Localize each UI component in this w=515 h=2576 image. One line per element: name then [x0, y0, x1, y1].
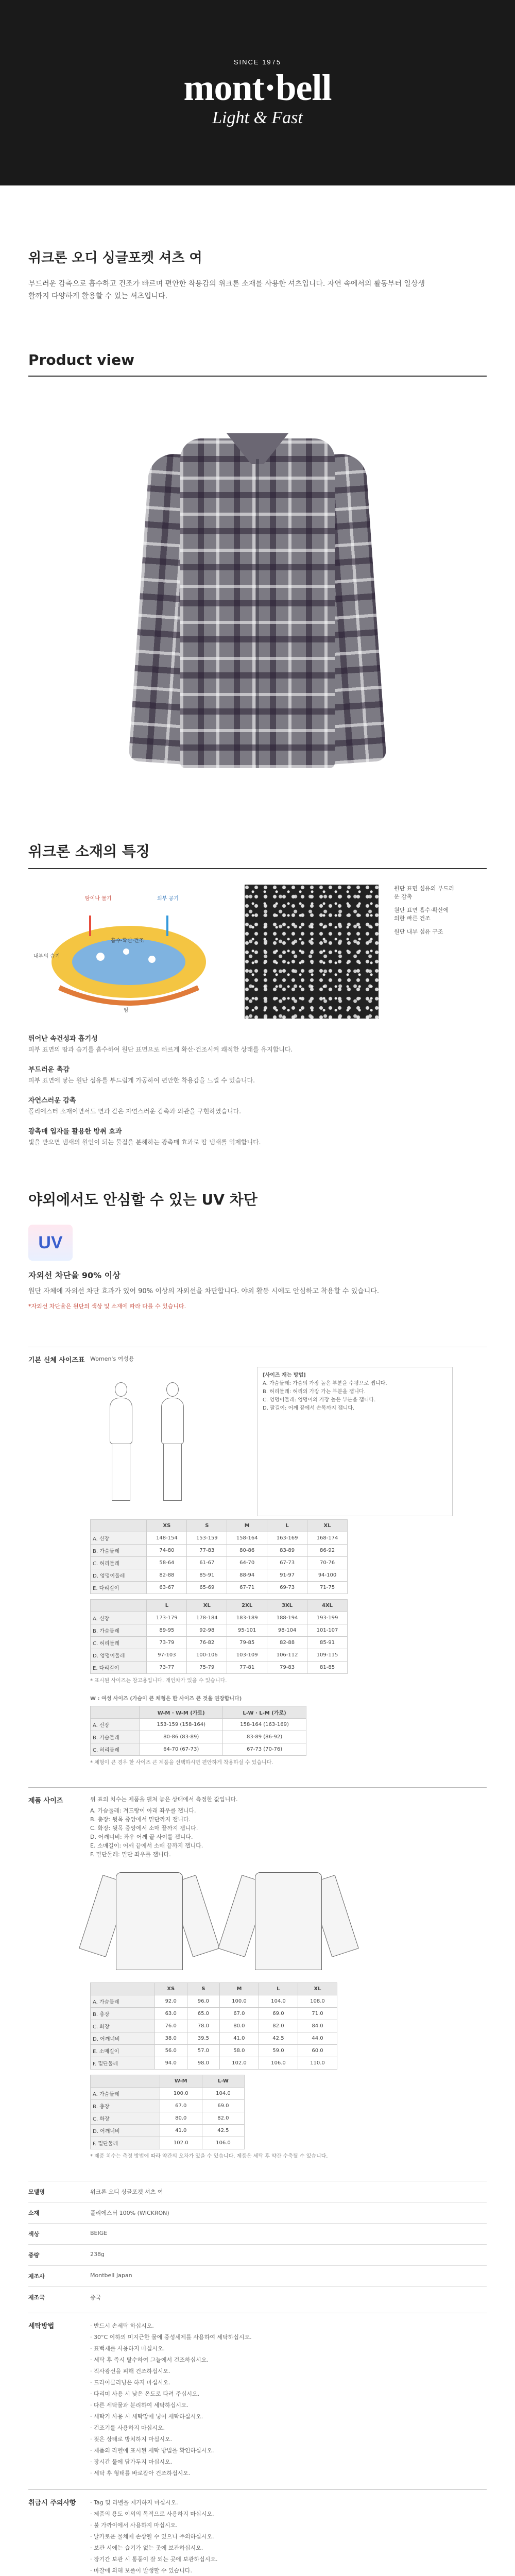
table-row — [91, 2100, 245, 2112]
note-item: · 세탁기 사용 시 세탁망에 넣어 세탁하십시오. — [90, 2411, 487, 2422]
note-item: · 표백제를 사용하지 마십시오. — [90, 2343, 487, 2354]
table-header-cell: XL — [298, 1983, 337, 1995]
since-text: SINCE 1975 — [233, 58, 282, 66]
feature-item — [28, 1064, 487, 1086]
feature-title: 부드러운 촉감 — [28, 1066, 70, 1074]
table-row — [91, 1545, 348, 1557]
brand-logo: mont·bell — [183, 66, 332, 108]
note-item: · 마찰에 의해 보풀이 발생할 수 있습니다. — [90, 2565, 487, 2576]
table-cell: 79-83 — [267, 1662, 307, 1674]
wash-list — [90, 2320, 487, 2479]
table-cell: 69-73 — [267, 1582, 307, 1594]
diagram-label-3: 내부의 습기 — [33, 954, 60, 959]
product-description: 부드러운 감촉으로 흡수하고 건조가 빠르며 편안한 착용감의 위크론 소재를 사용한 셔츠입니다. 자연 속에서의 활동부터 일상생활까지 다양하게 활용할 수 있는 셔츠입니다. — [28, 280, 425, 300]
table-cell: 77-81 — [227, 1662, 267, 1674]
table-cell: 57.0 — [187, 2045, 219, 2057]
feature-item — [28, 1033, 487, 1055]
detail-key: 제조사 — [28, 2273, 45, 2280]
note-item: · 젖은 상태로 방치하지 마십시오. — [90, 2434, 487, 2445]
body-size-table-3 — [90, 1706, 306, 1756]
table-cell: 73-79 — [147, 1637, 187, 1649]
table-cell: 44.0 — [298, 2032, 337, 2045]
guide-item: A. 가슴둘레: 가슴의 가장 높은 부분을 수평으로 잽니다. — [263, 1381, 387, 1386]
uv-note: *자외선 차단율은 원단의 색상 및 소재에 따라 다를 수 있습니다. — [28, 1303, 186, 1310]
table-cell: 110.0 — [298, 2057, 337, 2070]
table-header-cell — [91, 1983, 155, 1995]
table-cell: 65-69 — [187, 1582, 227, 1594]
table-cell: 98.0 — [187, 2057, 219, 2070]
table-cell: 69.0 — [259, 2008, 298, 2020]
table-cell: 56.0 — [154, 2045, 187, 2057]
table-cell: E. 다리길이 — [91, 1582, 147, 1594]
feature-item — [28, 1095, 487, 1116]
uv-heading: 야외에서도 안심할 수 있는 UV 차단 — [28, 1191, 258, 1208]
table-cell: 80-86 — [227, 1545, 267, 1557]
table-cell: 83-89 — [267, 1545, 307, 1557]
table-cell: 193-199 — [307, 1612, 348, 1624]
product-view-heading: Product view — [28, 351, 487, 377]
table-row — [91, 1612, 348, 1624]
table-cell: 183-189 — [227, 1612, 267, 1624]
table-cell: 65.0 — [187, 2008, 219, 2020]
uv-icon: UV — [28, 1225, 73, 1261]
note-item: · 직사광선을 피해 건조하십시오. — [90, 2366, 487, 2377]
table-cell: 67-73 — [267, 1557, 307, 1569]
table-header-cell: L-W — [202, 2075, 244, 2088]
guide-title: [사이즈 재는 방법] — [263, 1372, 306, 1378]
table-cell: C. 허리둘레 — [91, 1743, 140, 1756]
product-details — [28, 2181, 487, 2308]
table-cell: 67.0 — [219, 2008, 259, 2020]
table-cell: 67-71 — [227, 1582, 267, 1594]
table-header-cell: L-W · L-M (가로) — [223, 1706, 306, 1719]
product-size-table-1 — [90, 1982, 337, 2070]
table-cell: 100.0 — [160, 2088, 202, 2100]
table-cell: 85-91 — [187, 1569, 227, 1582]
table-cell: 106.0 — [202, 2137, 244, 2149]
table-cell: 78.0 — [187, 2020, 219, 2032]
table-header-cell — [91, 1706, 140, 1719]
table-cell: 96.0 — [187, 1995, 219, 2008]
table-cell: 100-106 — [187, 1649, 227, 1662]
table-cell: 80-86 (83-89) — [140, 1731, 223, 1743]
legend-item: 원단 표면 흡수·확산에 의한 빠른 건조 — [394, 907, 449, 922]
brand-tagline: Light & Fast — [212, 108, 303, 127]
table-cell: 60.0 — [298, 2045, 337, 2057]
legend-item: 원단 표면 섬유의 부드러운 감촉 — [394, 885, 454, 900]
material-legend — [394, 885, 456, 941]
table-cell: 41.0 — [160, 2125, 202, 2137]
table-row — [91, 1649, 348, 1662]
size-subtitle: Women's 여성용 — [90, 1355, 134, 1362]
note-item: · 보관 시에는 습기가 없는 곳에 보관하십시오. — [90, 2543, 487, 2554]
product-size-table-2 — [90, 2075, 245, 2149]
diagram-label-4: 흡수·확산·건조 — [111, 938, 144, 944]
product-size-note: * 제품 치수는 측정 방법에 따라 약간의 오차가 있을 수 있습니다. 제품은 세탁 후 약간 수축될 수 있습니다. — [90, 2154, 328, 2159]
brand-header — [0, 0, 515, 185]
size-table3-title: W : 여성 사이즈 (가슴이 큰 체형은 한 사이즈 큰 것을 권장합니다) — [90, 1696, 242, 1702]
table-cell: 63.0 — [154, 2008, 187, 2020]
diagram-label-1: 땀이나 물기 — [85, 896, 112, 902]
detail-row — [28, 2223, 487, 2244]
table-cell: 158-164 (163-169) — [223, 1719, 306, 1731]
table-row — [91, 2088, 245, 2100]
table-header-cell: W-M · W-M (가로) — [140, 1706, 223, 1719]
table-row — [91, 1662, 348, 1674]
table-cell: 92-98 — [187, 1624, 227, 1637]
table-row — [91, 2032, 337, 2045]
table-row — [91, 2112, 245, 2125]
detail-key: 모델명 — [28, 2189, 45, 2195]
detail-row — [28, 2265, 487, 2286]
table-cell: A. 신장 — [91, 1612, 147, 1624]
table-row — [91, 2057, 337, 2070]
measure-guide — [257, 1367, 453, 1516]
table-cell: 85-91 — [307, 1637, 348, 1649]
feature-text: 피부 표면에 닿는 원단 섬유를 부드럽게 가공하여 편안한 착용감을 느낄 수 있습니다. — [28, 1077, 255, 1084]
table-header-cell: L — [267, 1520, 307, 1532]
guide-item: C. 엉덩이둘레: 엉덩이의 가장 높은 부분을 잽니다. — [263, 1397, 376, 1403]
uv-title: 자외선 차단율 90% 이상 — [28, 1270, 121, 1280]
table-cell: B. 총장 — [91, 2008, 155, 2020]
table-cell: 59.0 — [259, 2045, 298, 2057]
table-cell: F. 밑단둘레 — [91, 2057, 155, 2070]
table-cell: 42.5 — [202, 2125, 244, 2137]
table-row — [91, 2137, 245, 2149]
guide-item: D. 팔길이: 어깨 끝에서 손목까지 잽니다. — [263, 1405, 355, 1411]
table-cell: 64-70 — [227, 1557, 267, 1569]
note-item: · 불 가까이에서 사용하지 마십시오. — [90, 2520, 487, 2531]
table-header-cell — [91, 1600, 147, 1612]
table-cell: A. 가슴둘레 — [91, 1995, 155, 2008]
table-cell: 64-70 (67-73) — [140, 1743, 223, 1756]
table-cell: 163-169 — [267, 1532, 307, 1545]
detail-key: 소재 — [28, 2210, 40, 2216]
table-cell: 173-179 — [147, 1612, 187, 1624]
table-cell: 42.5 — [259, 2032, 298, 2045]
table-cell: 82.0 — [259, 2020, 298, 2032]
note-item: · 세탁 후 즉시 탈수하여 그늘에서 건조하십시오. — [90, 2354, 487, 2366]
table-cell: D. 엉덩이둘레 — [91, 1649, 147, 1662]
table-cell: 178-184 — [187, 1612, 227, 1624]
body-size-label: 기본 신체 사이즈표 — [28, 1357, 85, 1364]
table-header-cell: M — [219, 1983, 259, 1995]
table-header-cell — [91, 1520, 147, 1532]
fabric-diagram — [28, 885, 229, 1024]
table-cell: 106.0 — [259, 2057, 298, 2070]
size-note-2: * 체형이 큰 경우 한 사이즈 큰 제품을 선택하시면 편안하게 착용하실 수 있습니다. — [90, 1760, 273, 1766]
table-cell: 102.0 — [219, 2057, 259, 2070]
table-cell: 168-174 — [307, 1532, 348, 1545]
product-size-item: A. 가슴둘레: 겨드랑이 아래 좌우를 잽니다. — [90, 1807, 196, 1814]
table-cell: 77-83 — [187, 1545, 227, 1557]
table-cell: 86-92 — [307, 1545, 348, 1557]
detail-key: 색상 — [28, 2231, 40, 2238]
table-cell: 158-164 — [227, 1532, 267, 1545]
product-photo — [28, 377, 487, 820]
table-cell: 80.0 — [219, 2020, 259, 2032]
table-cell: 61-67 — [187, 1557, 227, 1569]
table-header-cell: XS — [154, 1983, 187, 1995]
detail-value: 중국 — [90, 2294, 101, 2301]
table-cell: 94.0 — [154, 2057, 187, 2070]
table-row — [91, 1624, 348, 1637]
body-size-table-2 — [90, 1599, 348, 1674]
table-cell: F. 밑단둘레 — [91, 2137, 160, 2149]
product-size-item: B. 총장: 뒷목 중앙에서 밑단까지 잽니다. — [90, 1816, 191, 1823]
note-item: · 건조기를 사용하지 마십시오. — [90, 2422, 487, 2434]
body-size-table-1 — [90, 1519, 348, 1594]
table-cell: 95-101 — [227, 1624, 267, 1637]
table-cell: 84.0 — [298, 2020, 337, 2032]
note-item: · 장시간 물에 담가두지 마십시오. — [90, 2456, 487, 2468]
table-cell: 104.0 — [259, 1995, 298, 2008]
table-cell: 153-159 — [187, 1532, 227, 1545]
table-cell: 39.5 — [187, 2032, 219, 2045]
body-size-section — [28, 1347, 487, 1767]
shirt-back-illustration — [229, 1867, 348, 1975]
table-cell: E. 소매길이 — [91, 2045, 155, 2057]
care-section — [28, 2489, 487, 2576]
table-cell: 100.0 — [219, 1995, 259, 2008]
table-row — [91, 1557, 348, 1569]
detail-value: 238g — [90, 2251, 105, 2258]
product-size-text: 위 표의 치수는 제품을 펼쳐 놓은 상태에서 측정한 값입니다. — [90, 1796, 238, 1803]
wash-section — [28, 2313, 487, 2479]
table-cell: 74-80 — [147, 1545, 187, 1557]
table-cell: 98-104 — [267, 1624, 307, 1637]
note-item: · 장기간 보관 시 통풍이 잘 되는 곳에 보관하십시오. — [90, 2554, 487, 2565]
table-cell: 94-100 — [307, 1569, 348, 1582]
table-row — [91, 2020, 337, 2032]
table-cell: 76-82 — [187, 1637, 227, 1649]
table-header-cell: XS — [147, 1520, 187, 1532]
wash-label: 세탁방법 — [28, 2323, 55, 2330]
note-item: · 드라이클리닝은 하지 마십시오. — [90, 2377, 487, 2388]
table-cell: A. 신장 — [91, 1532, 147, 1545]
table-cell: B. 가슴둘레 — [91, 1545, 147, 1557]
table-cell: 70-76 — [307, 1557, 348, 1569]
size-note-1: * 표시된 사이즈는 참고용입니다. 개인차가 있을 수 있습니다. — [90, 1678, 227, 1684]
detail-row — [28, 2244, 487, 2265]
detail-row — [28, 2202, 487, 2223]
flat-shirt-illustrations — [90, 1867, 487, 1975]
product-size-label: 제품 사이즈 — [28, 1797, 63, 1805]
detail-row — [28, 2286, 487, 2308]
table-cell: 67.0 — [160, 2100, 202, 2112]
table-row — [91, 2008, 337, 2020]
product-title: 위크론 오디 싱글포켓 셔츠 여 — [28, 250, 202, 266]
table-header-cell: L — [259, 1983, 298, 1995]
table-cell: 82.0 — [202, 2112, 244, 2125]
table-header-cell: XL — [307, 1520, 348, 1532]
note-item: · 다리미 사용 시 낮은 온도로 다려 주십시오. — [90, 2388, 487, 2400]
product-size-item: F. 밑단둘레: 밑단 좌우를 잽니다. — [90, 1851, 171, 1858]
shirt-front-illustration — [90, 1867, 209, 1975]
table-header-cell: M — [227, 1520, 267, 1532]
feature-item — [28, 1126, 487, 1147]
table-cell: 58.0 — [219, 2045, 259, 2057]
table-cell: 82-88 — [147, 1569, 187, 1582]
table-cell: C. 허리둘레 — [91, 1637, 147, 1649]
detail-key: 중량 — [28, 2252, 40, 2259]
table-cell: C. 화장 — [91, 2020, 155, 2032]
body-figure-illustration — [90, 1367, 245, 1516]
table-cell: 71.0 — [298, 2008, 337, 2020]
table-cell: B. 총장 — [91, 2100, 160, 2112]
table-cell: 188-194 — [267, 1612, 307, 1624]
note-item: · 제품의 라벨에 표시된 세탁 방법을 확인하십시오. — [90, 2445, 487, 2456]
table-cell: 108.0 — [298, 1995, 337, 2008]
table-cell: 92.0 — [154, 1995, 187, 2008]
table-header-cell: S — [187, 1520, 227, 1532]
note-item: · 반드시 손세탁 하십시오. — [90, 2320, 487, 2332]
table-cell: 63-67 — [147, 1582, 187, 1594]
table-cell: 41.0 — [219, 2032, 259, 2045]
table-cell: 79-85 — [227, 1637, 267, 1649]
table-cell: 148-154 — [147, 1532, 187, 1545]
feature-title: 광촉매 입자를 활용한 방취 효과 — [28, 1128, 122, 1136]
table-cell: 104.0 — [202, 2088, 244, 2100]
legend-item: 원단 내부 섬유 구조 — [394, 928, 443, 935]
table-cell: 83-89 (86-92) — [223, 1731, 306, 1743]
diagram-label-5: 땀 — [124, 1008, 129, 1013]
detail-value: Montbell Japan — [90, 2272, 132, 2279]
product-size-item: E. 소매길이: 어깨 끝에서 소매 끝까지 잽니다. — [90, 1842, 203, 1849]
product-size-item: D. 어깨너비: 좌우 어깨 끝 사이를 잽니다. — [90, 1834, 193, 1840]
table-cell: 38.0 — [154, 2032, 187, 2045]
table-cell: 89-95 — [147, 1624, 187, 1637]
table-cell: B. 가슴둘레 — [91, 1624, 147, 1637]
material-features — [28, 1033, 487, 1147]
table-row — [91, 1532, 348, 1545]
table-row — [91, 2045, 337, 2057]
table-cell: 106-112 — [267, 1649, 307, 1662]
table-cell: C. 허리둘레 — [91, 1557, 147, 1569]
material-heading: 위크론 소재의 특징 — [28, 840, 487, 869]
table-cell: A. 가슴둘레 — [91, 2088, 160, 2100]
table-cell: 88-94 — [227, 1569, 267, 1582]
note-item: · 30°C 이하의 미지근한 물에 중성세제를 사용하여 세탁하십시오. — [90, 2332, 487, 2343]
table-cell: 109-115 — [307, 1649, 348, 1662]
uv-text: 원단 자체에 자외선 차단 효과가 있어 90% 이상의 자외선을 차단합니다. 야외 활동 시에도 안심하고 착용할 수 있습니다. — [28, 1287, 379, 1295]
table-header-cell: S — [187, 1983, 219, 1995]
table-header-cell: 2XL — [227, 1600, 267, 1612]
care-label: 취급시 주의사항 — [28, 2499, 76, 2507]
table-cell: A. 신장 — [91, 1719, 140, 1731]
fabric-closeup-image — [245, 885, 379, 1019]
table-row — [91, 1743, 306, 1756]
table-cell: 103-109 — [227, 1649, 267, 1662]
table-cell: 80.0 — [160, 2112, 202, 2125]
table-cell: 76.0 — [154, 2020, 187, 2032]
table-cell: 71-75 — [307, 1582, 348, 1594]
table-cell: D. 엉덩이둘레 — [91, 1569, 147, 1582]
feature-title: 자연스러운 감촉 — [28, 1097, 76, 1105]
note-item: · Tag 및 라벨을 제거하지 마십시오. — [90, 2497, 487, 2509]
table-header-cell: 3XL — [267, 1600, 307, 1612]
feature-text: 빛을 받으면 냄새의 원인이 되는 물질을 분해하는 광촉매 효과로 땀 냄새를 억제합니다. — [28, 1139, 261, 1146]
detail-key: 제조국 — [28, 2294, 45, 2301]
material-diagram-row — [28, 885, 487, 1024]
table-row — [91, 1569, 348, 1582]
feature-text: 피부 표면의 땀과 습기를 흡수하여 원단 표면으로 빠르게 확산·건조시켜 쾌적한 상태를 유지합니다. — [28, 1046, 293, 1053]
table-header-cell: XL — [187, 1600, 227, 1612]
table-cell: 75-79 — [187, 1662, 227, 1674]
table-row — [91, 1582, 348, 1594]
diagram-label-2: 외부 공기 — [157, 896, 179, 902]
table-cell: 102.0 — [160, 2137, 202, 2149]
table-row — [91, 2125, 245, 2137]
table-row — [91, 1731, 306, 1743]
note-item: · 다른 세탁물과 분리하여 세탁하십시오. — [90, 2400, 487, 2411]
note-item: · 날카로운 물체에 손상될 수 있으니 주의하십시오. — [90, 2531, 487, 2543]
table-cell: C. 화장 — [91, 2112, 160, 2125]
table-cell: 67-73 (70-76) — [223, 1743, 306, 1756]
detail-value: 위크론 오디 싱글포켓 셔츠 여 — [90, 2189, 163, 2195]
feature-text: 폴리에스터 소재이면서도 면과 같은 자연스러운 감촉과 외관을 구현하였습니다. — [28, 1108, 242, 1115]
table-cell: E. 다리길이 — [91, 1662, 147, 1674]
table-row — [91, 1719, 306, 1731]
table-cell: 58-64 — [147, 1557, 187, 1569]
table-header-cell: 4XL — [307, 1600, 348, 1612]
guide-item: B. 허리둘레: 허리의 가장 가는 부분을 잽니다. — [263, 1389, 366, 1395]
product-size-section — [28, 1787, 487, 2160]
table-cell: 81-85 — [307, 1662, 348, 1674]
product-size-item: C. 화장: 뒷목 중앙에서 소매 끝까지 잽니다. — [90, 1825, 198, 1832]
detail-value: 폴리에스터 100% (WICKRON) — [90, 2210, 169, 2216]
note-item: · 세탁 후 형태를 바로잡아 건조하십시오. — [90, 2468, 487, 2479]
table-header-cell: L — [147, 1600, 187, 1612]
table-cell: D. 어깨너비 — [91, 2032, 155, 2045]
table-header-cell: W-M — [160, 2075, 202, 2088]
table-cell: 97-103 — [147, 1649, 187, 1662]
note-item: · 제품의 용도 이외의 목적으로 사용하지 마십시오. — [90, 2509, 487, 2520]
table-cell: 153-159 (158-164) — [140, 1719, 223, 1731]
table-cell: 101-107 — [307, 1624, 348, 1637]
detail-row — [28, 2181, 487, 2202]
table-cell: B. 가슴둘레 — [91, 1731, 140, 1743]
feature-title: 뛰어난 속건성과 흡기성 — [28, 1035, 98, 1043]
table-row — [91, 1995, 337, 2008]
care-list — [90, 2497, 487, 2576]
table-cell: 91-97 — [267, 1569, 307, 1582]
table-cell: 69.0 — [202, 2100, 244, 2112]
table-row — [91, 1637, 348, 1649]
plaid-shirt-image — [124, 418, 391, 778]
table-cell: 82-88 — [267, 1637, 307, 1649]
detail-value: BEIGE — [90, 2230, 108, 2236]
table-header-cell — [91, 2075, 160, 2088]
table-cell: 73-77 — [147, 1662, 187, 1674]
table-cell: D. 어깨너비 — [91, 2125, 160, 2137]
